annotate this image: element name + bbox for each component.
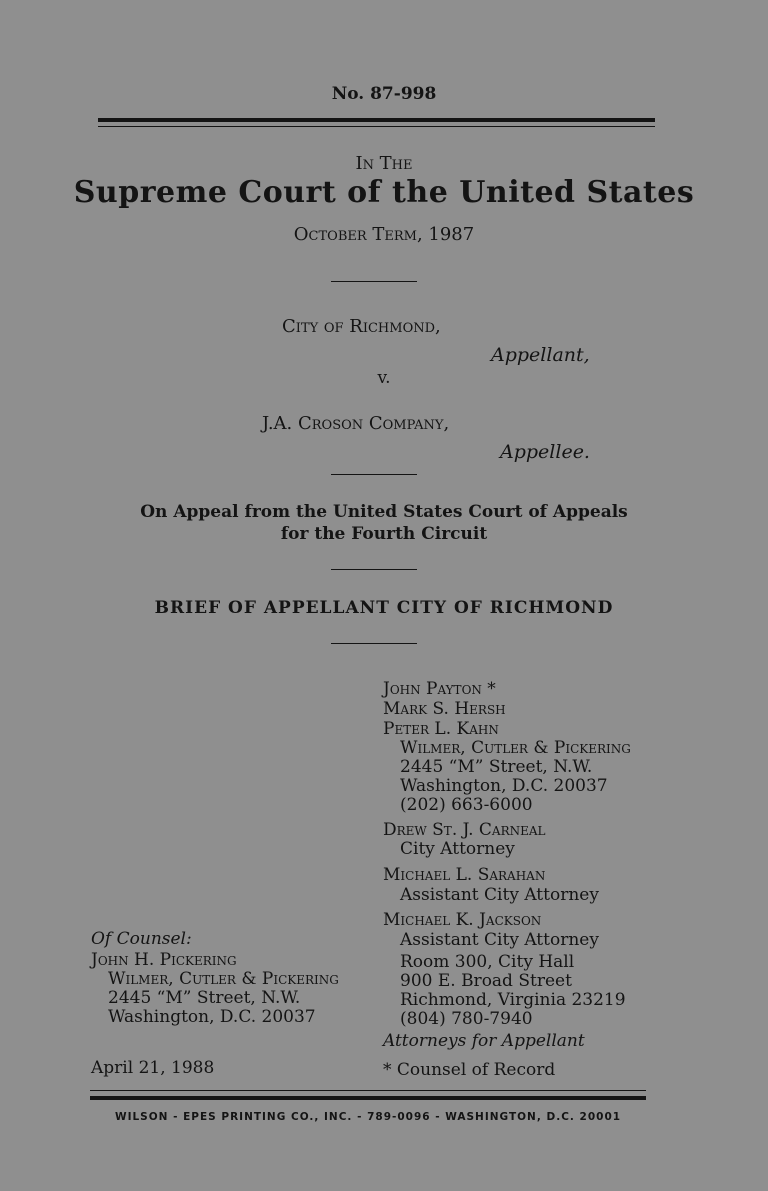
appellee-role: Appellee. <box>500 441 590 463</box>
address-line: Washington, D.C. 20037 <box>400 776 608 796</box>
address-line: Richmond, Virginia 23219 <box>400 990 626 1010</box>
term: October Term, 1987 <box>293 224 475 245</box>
court-name: Supreme Court of the United States <box>73 175 695 210</box>
counsel-of-record-note: * Counsel of Record <box>383 1060 556 1080</box>
attorney-name: Drew St. J. Carneal <box>383 820 546 840</box>
counsel-name: John H. Pickering <box>91 950 237 970</box>
header-rule-thin <box>98 126 655 127</box>
attorney-name: Michael K. Jackson <box>383 910 542 930</box>
footer-rule-thick <box>90 1096 646 1100</box>
appeal-line-1: On Appeal from the United States Court of Appeals <box>140 502 628 522</box>
appeal-line-2: for the Fourth Circuit <box>280 524 488 544</box>
divider <box>331 643 417 644</box>
filing-date: April 21, 1988 <box>91 1058 215 1078</box>
firm-name: Wilmer, Cutler & Pickering <box>108 969 339 989</box>
appellee-name: J.A. Croson Company, <box>262 413 450 434</box>
attorney-title: Assistant City Attorney <box>400 930 599 950</box>
firm-name: Wilmer, Cutler & Pickering <box>400 738 631 758</box>
attorney-name: John Payton * <box>383 679 496 699</box>
address-line: 2445 “M” Street, N.W. <box>108 988 301 1008</box>
address-line: 900 E. Broad Street <box>400 971 572 991</box>
versus: v. <box>377 368 391 388</box>
attorneys-for-label: Attorneys for Appellant <box>383 1031 585 1051</box>
phone: (804) 780-7940 <box>400 1009 533 1029</box>
printer-imprint: WILSON - EPES PRINTING CO., INC. - 789-0096 - WASHINGTON, D.C. 20001 <box>115 1111 622 1123</box>
attorney-name: Michael L. Sarahan <box>383 865 546 885</box>
attorney-name: Peter L. Kahn <box>383 719 499 739</box>
attorney-title: City Attorney <box>400 839 515 859</box>
of-counsel-label: Of Counsel: <box>91 929 192 949</box>
address-line: Washington, D.C. 20037 <box>108 1007 316 1027</box>
appellant-name: City of Richmond, <box>282 316 441 337</box>
phone: (202) 663-6000 <box>400 795 533 815</box>
divider <box>331 569 417 570</box>
address-line: 2445 “M” Street, N.W. <box>400 757 593 777</box>
divider <box>331 474 417 475</box>
appellant-role: Appellant, <box>491 344 590 366</box>
footer-rule-thin <box>90 1090 646 1091</box>
docket-number: No. 87-998 <box>331 84 437 104</box>
attorney-name: Mark S. Hersh <box>383 699 506 719</box>
divider <box>331 281 417 282</box>
address-line: Room 300, City Hall <box>400 952 575 972</box>
attorney-title: Assistant City Attorney <box>400 885 599 905</box>
header-rule-thick <box>98 118 655 122</box>
brief-title: BRIEF OF APPELLANT CITY OF RICHMOND <box>154 598 614 618</box>
in-the-label: In The <box>355 153 413 174</box>
